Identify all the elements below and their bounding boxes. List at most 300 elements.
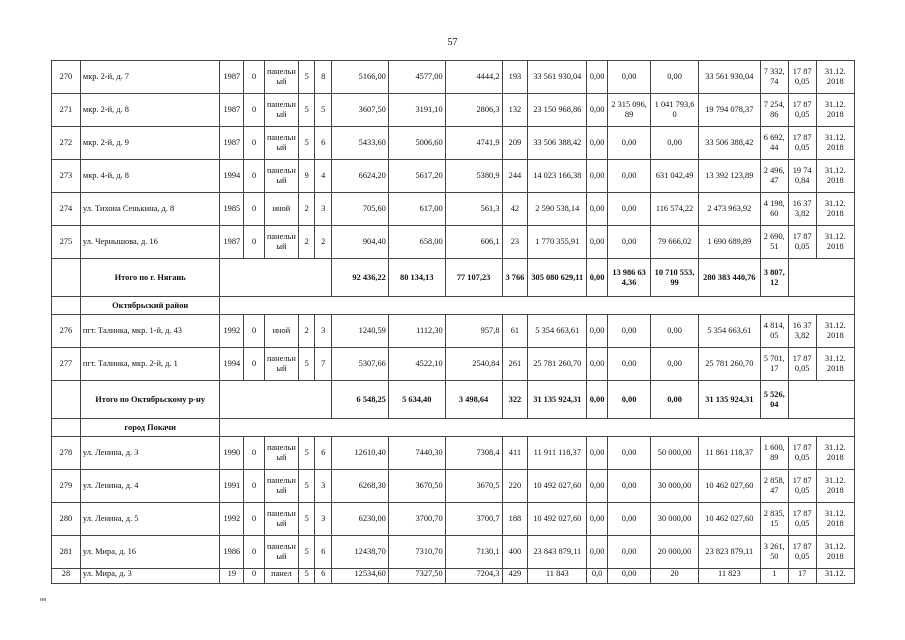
cell-a1: 5166,00 xyxy=(332,61,389,94)
cell-fl: 5 xyxy=(298,94,315,127)
cell-c3: 0 xyxy=(244,127,265,160)
cell-c13: 79 666,02 xyxy=(651,226,699,259)
cell-num: 271 xyxy=(52,94,81,127)
cell-c3: 0 xyxy=(244,503,265,536)
total-label: Итого по Октябрьскому р-ну xyxy=(80,381,220,419)
cell-c3: 0 xyxy=(244,193,265,226)
cell-ent: 6 xyxy=(315,127,332,160)
cell-res: 193 xyxy=(502,61,528,94)
cell-a1: 5433,60 xyxy=(332,127,389,160)
cell-res: 61 xyxy=(502,315,528,348)
cell-a1: 12534,60 xyxy=(332,569,389,584)
cell-a2: 4577,00 xyxy=(388,61,445,94)
cell-fl: 5 xyxy=(298,61,315,94)
cell-num: 274 xyxy=(52,193,81,226)
cell-c15: 2 835,15 xyxy=(760,503,788,536)
cell-cost: 1 770 355,91 xyxy=(528,226,587,259)
cell-c16: 17 870,05 xyxy=(788,226,816,259)
cell-num: 277 xyxy=(52,348,81,381)
cell-c12: 0,00 xyxy=(607,470,650,503)
table-row xyxy=(52,470,855,503)
cell-mat: панельный xyxy=(264,470,298,503)
cell-fl: 2 xyxy=(298,315,315,348)
cell-a3: 3670,5 xyxy=(445,470,502,503)
cell-ent: 3 xyxy=(315,470,332,503)
total-cost: 31 135 924,31 xyxy=(528,381,587,419)
cell-a1: 12438,70 xyxy=(332,536,389,569)
cell-addr: мкр. 2-й, д. 9 xyxy=(80,127,220,160)
cell-date: 31.12. 2018 xyxy=(816,193,854,226)
cell-a3: 7204,3 xyxy=(445,569,502,584)
cell-a1: 6624,20 xyxy=(332,160,389,193)
cell-year: 1992 xyxy=(220,315,244,348)
cell-num: 275 xyxy=(52,226,81,259)
total-res: 3 766 xyxy=(502,259,528,297)
cell-a2: 617,00 xyxy=(388,193,445,226)
cell-fl: 5 xyxy=(298,536,315,569)
cell-cost: 2 590 538,14 xyxy=(528,193,587,226)
cell-a2: 7327,50 xyxy=(388,569,445,584)
total-a1: 6 548,25 xyxy=(332,381,389,419)
cell-cost: 25 781 260,70 xyxy=(528,348,587,381)
cell-empty xyxy=(52,297,81,315)
cell-ent: 3 xyxy=(315,193,332,226)
cell-addr: ул. Чернышова, д. 16 xyxy=(80,226,220,259)
cell-empty xyxy=(52,259,81,297)
cell-c16: 17 xyxy=(788,569,816,584)
cell-c3: 0 xyxy=(244,226,265,259)
cell-a1: 12610,40 xyxy=(332,437,389,470)
cell-date: 31.12. 2018 xyxy=(816,348,854,381)
cell-fl: 5 xyxy=(298,437,315,470)
cell-c16: 17 870,05 xyxy=(788,437,816,470)
cell-c12: 2 315 096,89 xyxy=(607,94,650,127)
cell-res: 244 xyxy=(502,160,528,193)
cell-a3: 3700,7 xyxy=(445,503,502,536)
cell-a1: 705,60 xyxy=(332,193,389,226)
cell-empty xyxy=(52,419,81,437)
cell-c16: 17 870,05 xyxy=(788,470,816,503)
cell-c12: 0,00 xyxy=(607,61,650,94)
cell-c13: 30 000,00 xyxy=(651,470,699,503)
cell-empty xyxy=(220,381,332,419)
cell-a2: 5006,60 xyxy=(388,127,445,160)
cell-c16: 16 373,82 xyxy=(788,193,816,226)
total-c15: 3 807,12 xyxy=(760,259,788,297)
cell-cost: 11 911 118,37 xyxy=(528,437,587,470)
cell-res: 42 xyxy=(502,193,528,226)
section-label: город Покачи xyxy=(80,419,220,437)
cell-c16: 16 373,82 xyxy=(788,315,816,348)
table-row xyxy=(52,226,855,259)
cell-date: 31.12. 2018 xyxy=(816,127,854,160)
cell-c11: 0,00 xyxy=(587,470,608,503)
cell-c13: 20 xyxy=(651,569,699,584)
cell-year: 1994 xyxy=(220,348,244,381)
cell-a3: 7308,4 xyxy=(445,437,502,470)
total-label: Итого по г. Нягань xyxy=(80,259,220,297)
cell-c11: 0,00 xyxy=(587,503,608,536)
cell-empty xyxy=(788,381,854,419)
cell-c12: 0,00 xyxy=(607,127,650,160)
cell-a2: 7310,70 xyxy=(388,536,445,569)
total-a3: 77 107,23 xyxy=(445,259,502,297)
cell-cost: 23 843 879,11 xyxy=(528,536,587,569)
cell-c14: 33 506 388,42 xyxy=(698,127,760,160)
cell-res: 209 xyxy=(502,127,528,160)
cell-c14: 2 473 963,92 xyxy=(698,193,760,226)
cell-a3: 2540,84 xyxy=(445,348,502,381)
cell-c13: 50 000,00 xyxy=(651,437,699,470)
cell-res: 411 xyxy=(502,437,528,470)
cell-res: 261 xyxy=(502,348,528,381)
cell-addr: мкр. 2-й, д. 7 xyxy=(80,61,220,94)
cell-c13: 0,00 xyxy=(651,348,699,381)
cell-mat: панел xyxy=(264,569,298,584)
cell-c11: 0,00 xyxy=(587,94,608,127)
cell-c16: 17 870,05 xyxy=(788,503,816,536)
cell-a1: 6230,00 xyxy=(332,503,389,536)
cell-mat: панельный xyxy=(264,160,298,193)
table-body xyxy=(52,61,855,584)
total-c12: 0,00 xyxy=(607,381,650,419)
total-a1: 92 436,22 xyxy=(332,259,389,297)
cell-empty xyxy=(788,259,854,297)
cell-fl: 5 xyxy=(298,127,315,160)
cell-date: 31.12. 2018 xyxy=(816,470,854,503)
cell-res: 132 xyxy=(502,94,528,127)
page-number: 57 xyxy=(447,37,458,48)
cell-c11: 0,00 xyxy=(587,536,608,569)
table-row xyxy=(52,127,855,160)
total-a2: 80 134,13 xyxy=(388,259,445,297)
cell-c13: 30 000,00 xyxy=(651,503,699,536)
cell-mat: панельный xyxy=(264,127,298,160)
table-row xyxy=(52,536,855,569)
cell-cost: 10 492 027,60 xyxy=(528,470,587,503)
cell-c3: 0 xyxy=(244,569,265,584)
cell-year: 1992 xyxy=(220,503,244,536)
table-row xyxy=(52,437,855,470)
cell-year: 1987 xyxy=(220,94,244,127)
cell-c14: 10 462 027,60 xyxy=(698,470,760,503)
total-c14: 31 135 924,31 xyxy=(698,381,760,419)
cell-a2: 7440,30 xyxy=(388,437,445,470)
table-row xyxy=(52,348,855,381)
cell-fl: 9 xyxy=(298,160,315,193)
cell-c13: 0,00 xyxy=(651,61,699,94)
cell-num: 281 xyxy=(52,536,81,569)
cell-a2: 658,00 xyxy=(388,226,445,259)
cell-a3: 7130,1 xyxy=(445,536,502,569)
cell-c12: 0,00 xyxy=(607,536,650,569)
cell-addr: мкр. 4-й, д. 8 xyxy=(80,160,220,193)
cell-c12: 0,00 xyxy=(607,503,650,536)
cell-c16: 17 870,05 xyxy=(788,94,816,127)
cell-c16: 17 870,05 xyxy=(788,127,816,160)
cell-a2: 3670,50 xyxy=(388,470,445,503)
cell-a3: 4741,9 xyxy=(445,127,502,160)
cell-addr: ул. Ленина, д. 3 xyxy=(80,437,220,470)
cell-mat: панельный xyxy=(264,94,298,127)
cell-ent: 6 xyxy=(315,536,332,569)
cell-year: 1991 xyxy=(220,470,244,503)
cell-num: 278 xyxy=(52,437,81,470)
footer-mark: нв xyxy=(40,597,47,603)
cell-ent: 7 xyxy=(315,348,332,381)
cell-a1: 904,40 xyxy=(332,226,389,259)
cell-a1: 3607,50 xyxy=(332,94,389,127)
cell-addr: ул. Мира, д. 16 xyxy=(80,536,220,569)
cell-date: 31.12. 2018 xyxy=(816,536,854,569)
total-c14: 280 383 440,76 xyxy=(698,259,760,297)
cell-mat: панельный xyxy=(264,226,298,259)
cell-a1: 6268,30 xyxy=(332,470,389,503)
cell-res: 220 xyxy=(502,470,528,503)
cell-date: 31.12. 2018 xyxy=(816,160,854,193)
total-c13: 10 710 553,99 xyxy=(651,259,699,297)
cell-addr: ул. Тихона Сенькина, д. 8 xyxy=(80,193,220,226)
cell-year: 1994 xyxy=(220,160,244,193)
cell-c15: 6 692,44 xyxy=(760,127,788,160)
cell-c14: 10 462 027,60 xyxy=(698,503,760,536)
cell-c13: 20 000,00 xyxy=(651,536,699,569)
cell-c16: 17 870,05 xyxy=(788,536,816,569)
cell-a2: 5617,20 xyxy=(388,160,445,193)
cell-c15: 1 xyxy=(760,569,788,584)
table-row xyxy=(52,61,855,94)
section-header-row xyxy=(52,297,855,315)
cell-c16: 19 740,84 xyxy=(788,160,816,193)
cell-date: 31.12. 2018 xyxy=(816,503,854,536)
cell-year: 1986 xyxy=(220,536,244,569)
cell-ent: 3 xyxy=(315,503,332,536)
cell-addr: пгт. Талинка, мкр. 2-й, д. 1 xyxy=(80,348,220,381)
cell-mat: панельный xyxy=(264,437,298,470)
cell-date: 31.12. 2018 xyxy=(816,61,854,94)
cell-c11: 0,0 xyxy=(587,569,608,584)
cell-num: 270 xyxy=(52,61,81,94)
cell-addr: ул. Ленина, д. 4 xyxy=(80,470,220,503)
cell-a2: 4522,10 xyxy=(388,348,445,381)
total-row xyxy=(52,381,855,419)
cell-empty xyxy=(220,259,332,297)
cell-c14: 19 794 078,37 xyxy=(698,94,760,127)
cell-c11: 0,00 xyxy=(587,127,608,160)
total-c12: 13 986 634,36 xyxy=(607,259,650,297)
cell-a3: 2806,3 xyxy=(445,94,502,127)
cell-ent: 2 xyxy=(315,226,332,259)
total-row xyxy=(52,259,855,297)
cell-c13: 1 041 793,60 xyxy=(651,94,699,127)
cell-c3: 0 xyxy=(244,470,265,503)
cell-date: 31.12. xyxy=(816,569,854,584)
cell-c11: 0,00 xyxy=(587,437,608,470)
total-res: 322 xyxy=(502,381,528,419)
cell-c14: 13 392 123,89 xyxy=(698,160,760,193)
cell-c3: 0 xyxy=(244,61,265,94)
cell-c13: 0,00 xyxy=(651,315,699,348)
cell-mat: иной xyxy=(264,193,298,226)
cell-c3: 0 xyxy=(244,94,265,127)
cell-c13: 116 574,22 xyxy=(651,193,699,226)
cell-year: 19 xyxy=(220,569,244,584)
cell-a2: 3191,10 xyxy=(388,94,445,127)
total-a2: 5 634,40 xyxy=(388,381,445,419)
cell-c11: 0,00 xyxy=(587,61,608,94)
cell-year: 1985 xyxy=(220,193,244,226)
cell-c12: 0,00 xyxy=(607,226,650,259)
cell-empty xyxy=(52,381,81,419)
cell-mat: панельный xyxy=(264,61,298,94)
cell-num: 280 xyxy=(52,503,81,536)
total-a3: 3 498,64 xyxy=(445,381,502,419)
cell-c15: 5 701,17 xyxy=(760,348,788,381)
cell-mat: панельный xyxy=(264,348,298,381)
total-c11: 0,00 xyxy=(587,381,608,419)
cell-c12: 0,00 xyxy=(607,160,650,193)
cell-res: 188 xyxy=(502,503,528,536)
cell-c15: 2 858,47 xyxy=(760,470,788,503)
cell-a2: 3700,70 xyxy=(388,503,445,536)
cell-empty xyxy=(220,297,855,315)
cell-addr: ул. Мира, д. 3 xyxy=(80,569,220,584)
cell-date: 31.12. 2018 xyxy=(816,226,854,259)
cell-c11: 0,00 xyxy=(587,193,608,226)
cell-c14: 23 823 879,11 xyxy=(698,536,760,569)
cell-num: 273 xyxy=(52,160,81,193)
cell-c14: 33 561 930,04 xyxy=(698,61,760,94)
cell-ent: 3 xyxy=(315,315,332,348)
housing-repair-table xyxy=(51,60,855,584)
cell-fl: 5 xyxy=(298,569,315,584)
cell-c11: 0,00 xyxy=(587,226,608,259)
cell-ent: 5 xyxy=(315,94,332,127)
cell-c11: 0,00 xyxy=(587,160,608,193)
cell-a3: 5380,9 xyxy=(445,160,502,193)
cell-c3: 0 xyxy=(244,536,265,569)
cell-year: 1987 xyxy=(220,61,244,94)
cell-fl: 2 xyxy=(298,226,315,259)
cell-c12: 0,00 xyxy=(607,193,650,226)
cell-res: 23 xyxy=(502,226,528,259)
cell-c3: 0 xyxy=(244,348,265,381)
cell-ent: 4 xyxy=(315,160,332,193)
cell-cost: 10 492 027,60 xyxy=(528,503,587,536)
cell-c12: 0,00 xyxy=(607,315,650,348)
section-header-row xyxy=(52,419,855,437)
cell-c15: 1 600,89 xyxy=(760,437,788,470)
cell-cost: 14 023 166,38 xyxy=(528,160,587,193)
cell-c15: 7 332,74 xyxy=(760,61,788,94)
cell-c15: 2 496,47 xyxy=(760,160,788,193)
total-c11: 0,00 xyxy=(587,259,608,297)
table-row xyxy=(52,160,855,193)
cell-c15: 4 814,05 xyxy=(760,315,788,348)
cell-ent: 6 xyxy=(315,437,332,470)
cell-c12: 0,00 xyxy=(607,569,650,584)
cell-c13: 0,00 xyxy=(651,127,699,160)
cell-c14: 5 354 663,61 xyxy=(698,315,760,348)
cell-addr: ул. Ленина, д. 5 xyxy=(80,503,220,536)
cell-c11: 0,00 xyxy=(587,315,608,348)
cell-year: 1990 xyxy=(220,437,244,470)
cell-c12: 0,00 xyxy=(607,348,650,381)
table-row xyxy=(52,193,855,226)
cell-num: 28 xyxy=(52,569,81,584)
cell-c13: 631 042,49 xyxy=(651,160,699,193)
cell-num: 279 xyxy=(52,470,81,503)
cell-c15: 3 261,50 xyxy=(760,536,788,569)
cell-date: 31.12. 2018 xyxy=(816,94,854,127)
cell-num: 272 xyxy=(52,127,81,160)
cell-cost: 33 561 930,04 xyxy=(528,61,587,94)
cell-addr: мкр. 2-й, д. 8 xyxy=(80,94,220,127)
cell-c11: 0,00 xyxy=(587,348,608,381)
total-cost: 305 080 629,11 xyxy=(528,259,587,297)
cell-c15: 2 690,51 xyxy=(760,226,788,259)
total-c13: 0,00 xyxy=(651,381,699,419)
cell-fl: 2 xyxy=(298,193,315,226)
total-c15: 5 526,04 xyxy=(760,381,788,419)
cell-c3: 0 xyxy=(244,437,265,470)
cell-cost: 33 506 388,42 xyxy=(528,127,587,160)
cell-res: 429 xyxy=(502,569,528,584)
cell-c15: 4 198,60 xyxy=(760,193,788,226)
cell-year: 1987 xyxy=(220,226,244,259)
table-row xyxy=(52,569,855,584)
cell-a2: 1112,30 xyxy=(388,315,445,348)
cell-a3: 606,1 xyxy=(445,226,502,259)
cell-c15: 7 254,86 xyxy=(760,94,788,127)
cell-c12: 0,00 xyxy=(607,437,650,470)
cell-c14: 25 781 260,70 xyxy=(698,348,760,381)
cell-a1: 5307,66 xyxy=(332,348,389,381)
cell-res: 400 xyxy=(502,536,528,569)
cell-a3: 4444,2 xyxy=(445,61,502,94)
cell-mat: панельный xyxy=(264,536,298,569)
cell-cost: 5 354 663,61 xyxy=(528,315,587,348)
cell-empty xyxy=(220,419,855,437)
cell-a1: 1240,59 xyxy=(332,315,389,348)
cell-addr: пгт. Талинка, мкр. 1-й, д. 43 xyxy=(80,315,220,348)
cell-c14: 11 861 118,37 xyxy=(698,437,760,470)
cell-c3: 0 xyxy=(244,315,265,348)
cell-ent: 8 xyxy=(315,61,332,94)
cell-fl: 5 xyxy=(298,503,315,536)
cell-c16: 17 870,05 xyxy=(788,348,816,381)
cell-c14: 11 823 xyxy=(698,569,760,584)
cell-a3: 957,8 xyxy=(445,315,502,348)
table-row xyxy=(52,94,855,127)
cell-date: 31.12. 2018 xyxy=(816,437,854,470)
cell-ent: 6 xyxy=(315,569,332,584)
cell-mat: иной xyxy=(264,315,298,348)
cell-a3: 561,3 xyxy=(445,193,502,226)
cell-num: 276 xyxy=(52,315,81,348)
cell-fl: 5 xyxy=(298,470,315,503)
cell-c3: 0 xyxy=(244,160,265,193)
cell-cost: 11 843 xyxy=(528,569,587,584)
cell-c14: 1 690 689,89 xyxy=(698,226,760,259)
cell-cost: 23 150 968,86 xyxy=(528,94,587,127)
cell-year: 1987 xyxy=(220,127,244,160)
cell-c16: 17 870,05 xyxy=(788,61,816,94)
cell-date: 31.12. 2018 xyxy=(816,315,854,348)
table-row xyxy=(52,315,855,348)
cell-mat: панельный xyxy=(264,503,298,536)
cell-fl: 5 xyxy=(298,348,315,381)
